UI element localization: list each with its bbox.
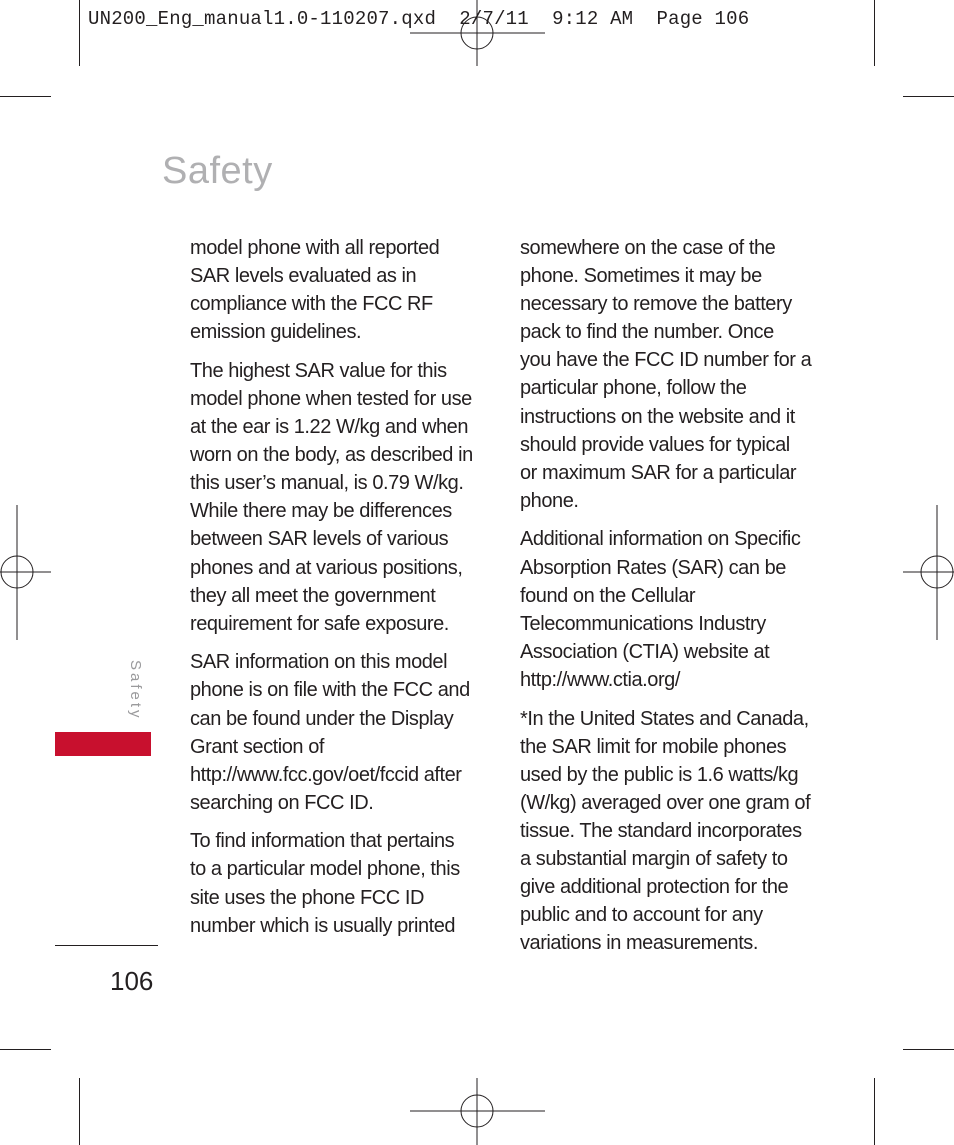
body-text-line: Absorption Rates (SAR) can be (520, 556, 786, 579)
body-text-line: can be found under the Display (190, 707, 454, 730)
body-text-line: number which is usually printed (190, 914, 456, 937)
body-text-line: instructions on the website and it (520, 405, 795, 428)
body-text-line: SAR levels evaluated as in (190, 265, 417, 288)
body-text-line: variations in measurements. (520, 932, 758, 955)
crop-mark (79, 0, 80, 66)
body-text-line: searching on FCC ID. (190, 791, 374, 814)
body-text-line: somewhere on the case of the (520, 237, 776, 259)
right-column (520, 234, 820, 968)
body-text-line: phones and at various positions, (190, 556, 463, 579)
body-text-line: http://www.fcc.gov/oet/fccid after (190, 763, 462, 786)
body-text-line: necessary to remove the battery (520, 293, 792, 316)
left-column (190, 234, 490, 950)
crop-mark (0, 1049, 51, 1050)
body-text-line: give additional protection for the (520, 876, 789, 899)
body-paragraph (190, 648, 490, 817)
crop-mark (874, 1078, 875, 1145)
body-text-line: this user’s manual, is 0.79 W/kg. (190, 472, 464, 495)
body-text-line: The highest SAR value for this (190, 359, 447, 382)
body-text-line: model phone when tested for use (190, 387, 472, 410)
body-text-line: http://www.ctia.org/ (520, 668, 680, 691)
body-text-line: particular phone, follow the (520, 377, 747, 400)
body-text-line: at the ear is 1.22 W/kg and when (190, 416, 468, 439)
body-text-line: phone. (520, 489, 579, 512)
body-paragraph (520, 234, 820, 515)
body-text-line: emission guidelines. (190, 321, 362, 344)
body-text-line: compliance with the FCC RF (190, 293, 433, 316)
body-text-line: model phone with all reported (190, 237, 440, 259)
body-text-line: they all meet the government (190, 584, 436, 607)
registration-mark-bottom-icon (410, 1078, 545, 1145)
body-text-line: requirement for safe exposure. (190, 612, 449, 635)
registration-mark-left-icon (0, 505, 51, 640)
body-text-line: phone. Sometimes it may be (520, 265, 762, 288)
registration-mark-right-icon (903, 505, 954, 640)
crop-mark (903, 96, 954, 97)
body-text-line: between SAR levels of various (190, 528, 449, 551)
crop-mark (79, 1078, 80, 1145)
page-title: Safety (162, 150, 273, 192)
body-text-line: site uses the phone FCC ID (190, 886, 424, 909)
body-text-line: found on the Cellular (520, 584, 696, 607)
crop-mark (874, 0, 875, 66)
body-text-line: should provide values for typical (520, 433, 790, 456)
crop-mark (903, 1049, 954, 1050)
body-paragraph (520, 525, 820, 694)
body-text-line: the SAR limit for mobile phones (520, 735, 787, 758)
body-text-line: you have the FCC ID number for a (520, 349, 812, 372)
body-paragraph (520, 705, 820, 958)
body-text-line: Grant section of (190, 735, 324, 758)
body-text-line: (W/kg) averaged over one gram of (520, 791, 811, 814)
body-text-line: SAR information on this model (190, 651, 448, 674)
page-number: 106 (110, 966, 154, 996)
page-number-rule (55, 945, 158, 946)
body-text-line: While there may be differences (190, 500, 452, 523)
body-text-line: Association (CTIA) website at (520, 640, 770, 663)
body-text-line: *In the United States and Canada, (520, 707, 809, 730)
body-text-line: a substantial margin of safety to (520, 847, 788, 870)
side-tab-label: Safety (127, 660, 144, 721)
body-text-line: tissue. The standard incorporates (520, 819, 802, 842)
body-paragraph (190, 827, 490, 939)
registration-mark-top-icon (410, 0, 545, 66)
body-text-line: pack to find the number. Once (520, 321, 774, 344)
body-text-line: Additional information on Specific (520, 528, 801, 551)
crop-mark (0, 96, 51, 97)
body-text-line: to a particular model phone, this (190, 858, 460, 881)
body-text-line: used by the public is 1.6 watts/kg (520, 763, 799, 786)
body-text-line: Telecommunications Industry (520, 612, 766, 635)
body-text-line: To find information that pertains (190, 830, 455, 853)
body-paragraph (190, 357, 490, 638)
side-tab-bar (55, 732, 151, 756)
body-paragraph (190, 234, 490, 346)
body-text-line: public and to account for any (520, 904, 763, 927)
body-text-line: worn on the body, as described in (190, 444, 473, 467)
print-slug: UN200_Eng_manual1.0-110207.qxd 2/7/11 9:12 AM Page 106 (88, 8, 750, 30)
body-text-line: or maximum SAR for a particular (520, 461, 797, 484)
body-text-line: phone is on file with the FCC and (190, 679, 470, 702)
